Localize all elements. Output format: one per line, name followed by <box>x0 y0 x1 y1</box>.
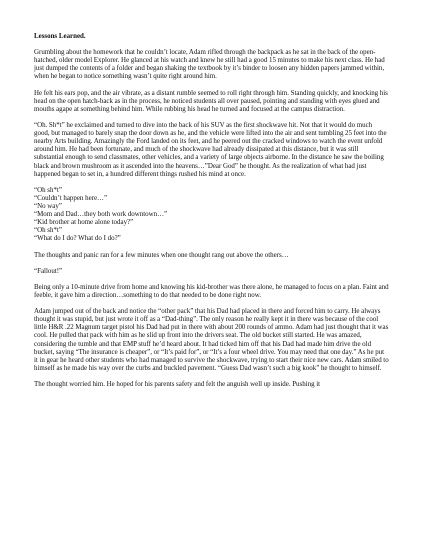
paragraph-shockwave: “Oh. Sh*t” he exclaimed and turned to dive into the back of his SUV as the first shockwave hit. Not that it would do much good, but managed to barely snap the door down as he, and the vehicle were lifted into the air and sent tumbling 25 feet into the nearby Arts building. Amazingly the Ford landed on its feet, and he peered out the cracked windows to watch the event unfold around him. He had been fortunate, and much of the shockwave had already dissipated at this distance, but it was still substantial enough to send classmates, other vehicles, and a variety of large objects airborne. In the distance he saw the boiling black and brown mushroom as it ascended into the heavens…”Dear God” he thought. As the realization of what had just happened began to set in, a hundred different things rushed his mind at once. <box>34 121 387 178</box>
dialogue-line: “Oh sh*t” <box>34 226 62 235</box>
dialogue-line: “Kid brother at home alone today?” <box>34 218 134 227</box>
paragraph-fallout: “Fallout!” <box>34 266 63 275</box>
document-page <box>34 32 389 544</box>
paragraph-other-pack: Adam jumped out of the back and notice the “other pack” that his Dad had placed in there and forced him to carry. He always thought it was stupid, but just wrote it off as a “Dad-thing”. The only reason he really kept it in there was because of the cool little H&R .22 Magnum target pistol his Dad had put in there with about 200 rounds of ammo. Adam had just thought that it was cool. He pulled that pack with him as he slid up front into the drivers seat. The old bucket still started. He was amazed, considering the tumble and that EMP stuff he’d heard about. It had ticked him off that his Dad had made him drive the old bucket, saying “The insurance is cheaper”, or “It’s paid for”, or “It’s a four wheel drive. You may need that one day.” As he put it in gear he heard other students who had managed to survive the shockwave, trying to start their nice new cars. Adam smiled to himself as he made his way over the curbs and buckled pavement. “Guess Dad wasn’t such a big kook” he thought to himself. <box>34 307 389 372</box>
paragraph-panic: The thoughts and panic ran for a few minutes when one thought rang out above the others… <box>34 250 289 259</box>
dialogue-line: “What do I do? What do I do?” <box>34 234 121 243</box>
dialogue-line: “Oh sh*t” <box>34 185 62 194</box>
paragraph-ears-pop: He felt his ears pop, and the air vibrate, as a distant rumble seemed to roll right through him. Standing quickly, and knocking his head on the open hatch-back as in the process, he noticed students all over paused, pointing and standing with eyes glued and mouths agape at something behind him. While rubbing his head he turned and focused at the campus distraction. <box>34 88 388 113</box>
document-title: Lessons Learned. <box>34 32 86 40</box>
dialogue-block <box>34 186 389 243</box>
paragraph-plan: Being only a 10-minute drive from home and knowing his kid-brother was there alone, he managed to focus on a plan. Faint and feeble, it gave him a direction…something to do that needed to be done right now. <box>34 282 389 299</box>
paragraph-homework: Grumbling about the homework that he couldn’t locate, Adam rifled through the backpack as he sat in the back of the open-hatched, older model Explorer. He glanced at his watch and knew he still had a good 15 minutes to make his next class. He had just dumped the contents of a folder and began shaking the textbook by it’s binder to loosen any hidden papers jammed within, when he began to notice something wasn’t quite right around him. <box>34 48 385 81</box>
paragraph-worried: The thought worried him. He hoped for his parents safety and felt the anguish well up inside. Pushing it <box>34 380 321 389</box>
dialogue-line: “Mom and Dad…they both work downtown…” <box>34 210 168 219</box>
dialogue-line: “No way” <box>34 201 62 210</box>
dialogue-line: “Couldn’t happen here…” <box>34 193 108 202</box>
